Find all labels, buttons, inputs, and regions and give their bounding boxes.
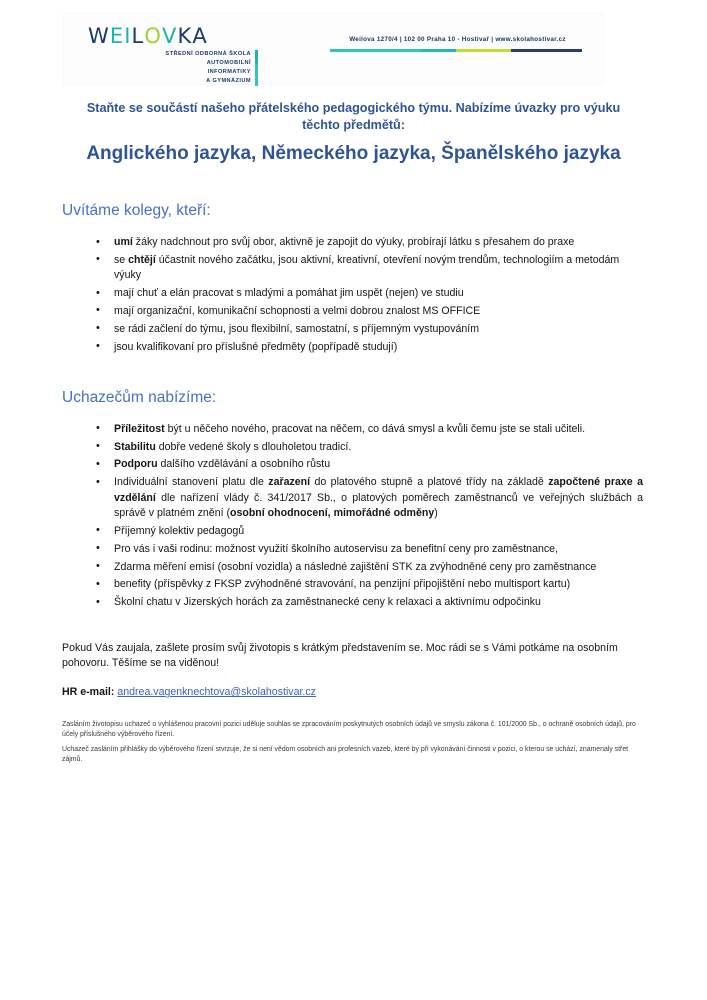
body-text: účastnit nového začátku, jsou aktivní, kreativní, otevření novým trendům, technologiím a metodám výuky	[114, 253, 620, 282]
logo-subtitle-group	[88, 50, 258, 86]
contact-address-block	[330, 36, 585, 52]
school-logo	[88, 26, 258, 86]
body-text: )	[434, 506, 438, 519]
body-text: dalšího vzdělávání a osobního růstu	[157, 458, 331, 471]
body-text: Zdarma měření emisí (osobní vozidla) a následné zajištění STK za zvýhodněné ceny pro zaměstnance	[114, 560, 597, 573]
logo-subtitle-lines	[102, 50, 255, 86]
emphasis-text: zařazení	[268, 476, 311, 489]
logo-letter-l: L	[131, 24, 145, 48]
header-color-rule	[330, 49, 582, 52]
hr-contact-line	[62, 686, 645, 698]
body-text: Školní chatu v Jizerských horách za zaměstnanecké ceny k relaxaci a aktivnímu odpočinku	[114, 596, 541, 609]
emphasis-text: Stabilitu	[114, 440, 156, 453]
body-text: se	[114, 253, 129, 266]
section-heading-requirements: Uvítáme kolegy, kteří:	[62, 202, 211, 220]
body-text: žáky nadchnout pro svůj obor, aktivně je zapojit do výuky, probírají látku s přesahem do praxe	[132, 236, 575, 249]
logo-letter-w: W	[88, 24, 110, 48]
body-text: Příjemný kolektiv pedagogů	[114, 524, 245, 537]
section-heading-offer: Uchazečům nabízíme:	[62, 389, 217, 407]
closing-paragraph: Pokud Vás zaujala, zašlete prosím svůj životopis s krátkým představením se. Moc rádi se s Vámi potkáme na osobním pohovoru. Těšíme se na viděnou!	[62, 641, 618, 670]
list-item	[96, 560, 645, 575]
list-item	[96, 524, 645, 539]
body-text: dle nařízení vlády č. 341/2017 Sb., o platových poměrech zaměstnanců ve veřejných službách a správě v platném znění (	[114, 491, 643, 519]
offer-list	[62, 422, 645, 611]
address-line: Weilova 1270/4 | 102 00 Praha 10 - Hostivař | www.skolahostivar.cz	[349, 36, 566, 43]
rule-segment-teal	[330, 49, 421, 52]
rule-segment-teal-dark	[421, 49, 456, 52]
requirements-list	[62, 235, 645, 355]
logo-wordmark	[88, 26, 258, 47]
body-text: být u něčeho nového, pracovat na něčem, co dává smysl a kvůli čemu jste se stali učiteli.	[164, 422, 586, 435]
emphasis-text: umí	[114, 236, 133, 249]
logo-subtitle-line-3: INFORMATIKY	[207, 69, 251, 76]
rule-segment-navy	[511, 49, 582, 52]
logo-subtitle-line-2: AUTOMOBILNÍ	[206, 60, 251, 67]
logo-subtitle-line-4: A GYMNÁZIUM	[206, 78, 251, 85]
intro-text: Staňte se součástí našeho přátelského pedagogického týmu. Nabízíme úvazky pro výuku těchto předmětů:	[86, 101, 621, 132]
logo-letter-i: I	[124, 24, 132, 48]
list-item	[96, 235, 645, 250]
list-item	[96, 253, 645, 284]
body-text: Pro vás i vaši rodinu: možnost využití školního autoservisu za benefitní ceny pro zaměstnance,	[114, 542, 558, 555]
legal-fineprint	[62, 720, 645, 765]
hr-email-label: HR e-mail:	[62, 686, 115, 699]
emphasis-text: chtějí	[128, 253, 156, 266]
body-text: do platového stupně a platové třídy na základě	[310, 476, 549, 489]
letterhead-header	[64, 14, 603, 84]
logo-letter-o: O	[144, 24, 162, 48]
list-item	[96, 286, 645, 301]
body-text: jsou kvalifikovaní pro příslušné předměty (popřípadě studují)	[114, 340, 398, 353]
list-item	[96, 457, 645, 472]
logo-letter-e: E	[109, 24, 125, 48]
rule-segment-lime	[456, 49, 511, 52]
hr-email-link[interactable]: andrea.vagenknechtova@skolahostivar.cz	[117, 686, 316, 699]
body-text: benefity (příspěvky z FKSP zvýhodněné stravování, na penzijní připojištění nebo multisport kartu)	[114, 578, 571, 591]
body-text: mají organizační, komunikační schopnosti a velmi dobrou znalost MS OFFICE	[114, 304, 481, 317]
body-text: se rádi začlení do týmu, jsou flexibilní, samostatní, s příjemným vystupováním	[114, 322, 480, 335]
list-item	[96, 475, 645, 521]
fineprint-paragraph-2: Uchazeč zasláním přihlášky do výběrového řízení stvrzuje, že si není vědom osobních ani profesních vazeb, které by při vykonávání činnosti v pozici, o kterou se uchází, znamenaly střet zájmů.	[62, 746, 629, 764]
list-item	[96, 322, 645, 337]
list-item	[96, 422, 645, 437]
fineprint-paragraph-1: Zasláním životopisu uchazeč o vyhlášenou pracovní pozici uděluje souhlas se zpracováním poskytnutých osobních údajů ve smyslu zákona č. 101/2000 Sb., o ochraně osobních údajů, pro účely příslušného výběrového řízení.	[62, 721, 636, 739]
emphasis-text: započtené praxe a vzdělání	[114, 476, 643, 504]
body-text: Individuální stanovení platu dle	[114, 476, 269, 489]
list-item	[96, 440, 645, 455]
list-item	[96, 542, 645, 557]
list-item	[96, 595, 645, 610]
list-item	[96, 577, 645, 592]
document-body	[62, 100, 645, 770]
page-title: Anglického jazyka, Německého jazyka, Španělského jazyka	[86, 142, 621, 164]
body-text: dobře vedené školy s dlouholetou tradicí.	[155, 440, 352, 453]
logo-letter-a: A	[192, 24, 208, 48]
logo-letter-k: K	[177, 24, 193, 48]
emphasis-text: osobní ohodnocení, mimořádné odměny	[230, 506, 435, 519]
body-text: mají chuť a elán pracovat s mladými a pomáhat jim uspět (nejen) ve studiu	[114, 287, 464, 300]
list-item	[96, 340, 645, 355]
emphasis-text: Podporu	[114, 458, 158, 471]
logo-accent-bar-icon	[255, 50, 258, 86]
emphasis-text: Příležitost	[114, 422, 165, 435]
logo-subtitle-line-1: STŘEDNÍ ODBORNÁ ŠKOLA	[165, 51, 251, 57]
logo-letter-v: V	[162, 24, 178, 48]
list-item	[96, 304, 645, 319]
